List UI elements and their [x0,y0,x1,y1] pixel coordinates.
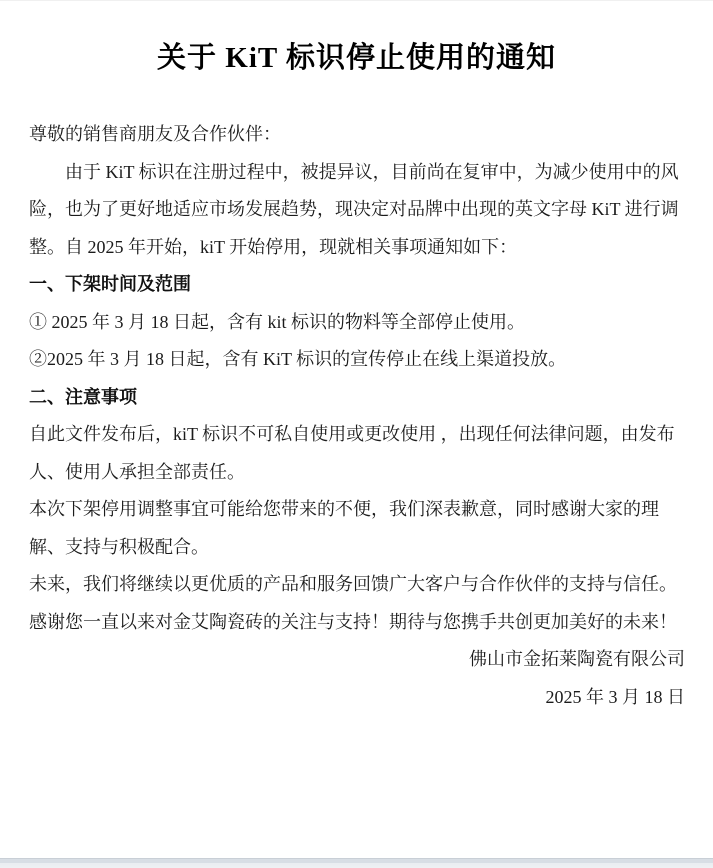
section-1-heading: 一、下架时间及范围 [29,274,191,294]
intro-paragraph: 由于 KiT 标识在注册过程中，被提异议，目前尚在复审中，为减少使用中的风险，也为了更好地适应市场发展趋势，现决定对品牌中出现的英文字母 KiT 进行调整。自 2025 年开始，kiT 开始停用，现就相关事项通知如下： [29,161,679,257]
document-body [29,116,685,716]
closing-paragraph-1: 本次下架停用调整事宜可能给您带来的不便，我们深表歉意，同时感谢大家的理解、支持与积极配合。 [29,499,659,557]
section-2-paragraph: 自此文件发布后，kiT 标识不可私自使用或更改使用 ，出现任何法律问题，由发布人、使用人承担全部责任。 [29,424,675,482]
section-1-item-2: ②2025 年 3 月 18 日起，含有 KiT 标识的宣传停止在线上渠道投放。 [29,349,567,369]
closing-paragraph-3: 感谢您一直以来对金艾陶瓷砖的关注与支持！期待与您携手共创更加美好的未来！ [29,611,677,632]
taskbar-edge [0,858,713,868]
signature-company-name: 佛山市金拓莱陶瓷有限公司 [469,649,685,669]
signature-date: 2025 年 3 月 18 日 [545,686,685,707]
greeting-line: 尊敬的销售商朋友及合作伙伴： [29,124,281,144]
document-title: 关于 KiT 标识停止使用的通知 [157,42,556,74]
closing-paragraph-2: 未来，我们将继续以更优质的产品和服务回馈广大客户与合作伙伴的支持与信任。 [29,574,677,594]
section-2-heading: 二、注意事项 [29,386,137,407]
section-1-item-1: ① 2025 年 3 月 18 日起，含有 kit 标识的物料等全部停止使用。 [29,311,525,332]
